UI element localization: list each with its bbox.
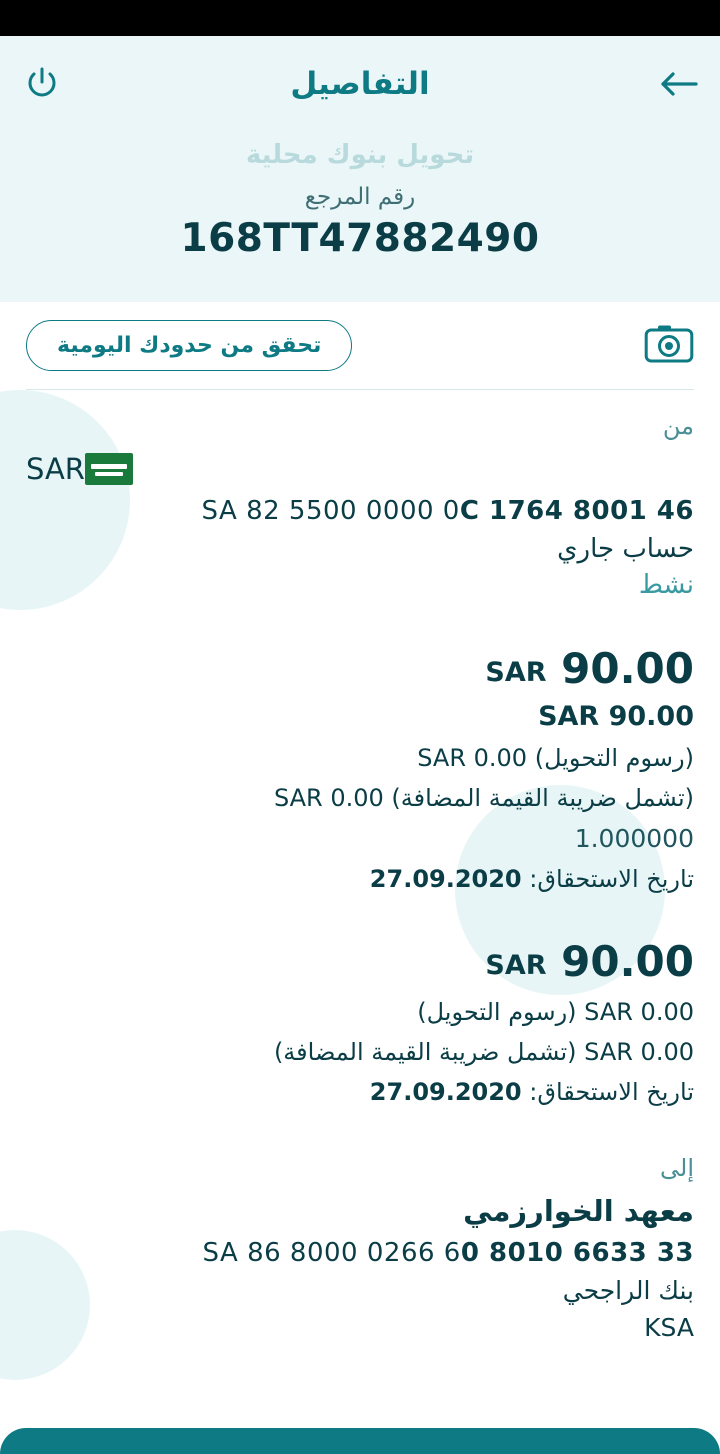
camera-icon[interactable] xyxy=(644,323,694,369)
amount-secondary-vat: SAR 0.00 (تشمل ضريبة القيمة المضافة) xyxy=(273,1038,694,1066)
amount-primary-fee: (رسوم التحويل) SAR 0.00 xyxy=(417,744,694,772)
amount-secondary-value: 90.00 xyxy=(561,937,694,986)
app-header xyxy=(0,36,720,132)
to-iban-plain: SA 86 8000 0266 6 xyxy=(202,1238,461,1268)
to-label: إلى xyxy=(660,1154,694,1182)
hero-band xyxy=(0,132,720,302)
reference-label: رقم المرجع xyxy=(304,184,416,210)
to-section xyxy=(26,1154,694,1342)
amount-primary xyxy=(26,644,694,693)
due-label-2: تاريخ الاستحقاق xyxy=(537,1078,694,1106)
amount-secondary-due: تاريخ الاستحقاق: 27.09.2020 xyxy=(369,1078,694,1106)
transfer-type-label: تحويل بنوك محلية xyxy=(245,140,475,170)
amount-primary-secondary: SAR 90.00 xyxy=(538,701,694,732)
page-title: التفاصيل xyxy=(290,66,430,102)
amount-secondary-currency: SAR xyxy=(485,950,547,981)
exchange-rate: 1.000000 xyxy=(574,824,694,853)
to-iban xyxy=(26,1238,694,1268)
due-label: تاريخ الاستحقاق xyxy=(537,865,694,893)
bottom-bar xyxy=(0,1428,720,1454)
action-row xyxy=(0,302,720,383)
amount-secondary-fee: SAR 0.00 (رسوم التحويل) xyxy=(417,998,694,1026)
amount-primary-currency: SAR xyxy=(485,657,547,688)
beneficiary-country: KSA xyxy=(644,1313,694,1342)
saudi-flag-icon xyxy=(85,453,133,485)
back-arrow-icon[interactable] xyxy=(650,56,706,112)
due-value-2: 27.09.2020 xyxy=(369,1078,522,1106)
beneficiary-name: معهد الخوارزمي xyxy=(463,1194,694,1228)
daily-limits-button[interactable]: تحقق من حدودك اليومية xyxy=(26,320,352,371)
from-iban-plain: SA 82 5500 0000 0 xyxy=(201,496,460,526)
power-icon[interactable] xyxy=(14,56,70,112)
from-currency-code: SAR xyxy=(26,452,85,486)
from-account-type: حساب جاري xyxy=(557,534,694,564)
from-iban xyxy=(26,496,694,526)
amount-block-secondary xyxy=(26,937,694,1106)
to-iban-bold: 0 8010 6633 33 xyxy=(460,1238,694,1268)
reference-value: 168TT47882490 xyxy=(180,216,540,261)
amount-primary-vat: (تشمل ضريبة القيمة المضافة) SAR 0.00 xyxy=(273,784,694,812)
from-iban-bold: C 1764 8001 46 xyxy=(459,496,694,526)
status-bar xyxy=(0,0,720,36)
amount-block-primary xyxy=(26,644,694,893)
beneficiary-bank: بنك الراجحي xyxy=(562,1276,694,1305)
amount-secondary xyxy=(26,937,694,986)
from-account-status: نشط xyxy=(638,570,694,600)
from-currency-row xyxy=(26,452,694,486)
from-label: من xyxy=(662,412,694,440)
due-value: 27.09.2020 xyxy=(369,865,522,893)
amount-primary-value: 90.00 xyxy=(561,644,694,693)
from-section xyxy=(26,412,694,600)
details-content xyxy=(0,390,720,1342)
amount-primary-due: تاريخ الاستحقاق: 27.09.2020 xyxy=(369,865,694,893)
